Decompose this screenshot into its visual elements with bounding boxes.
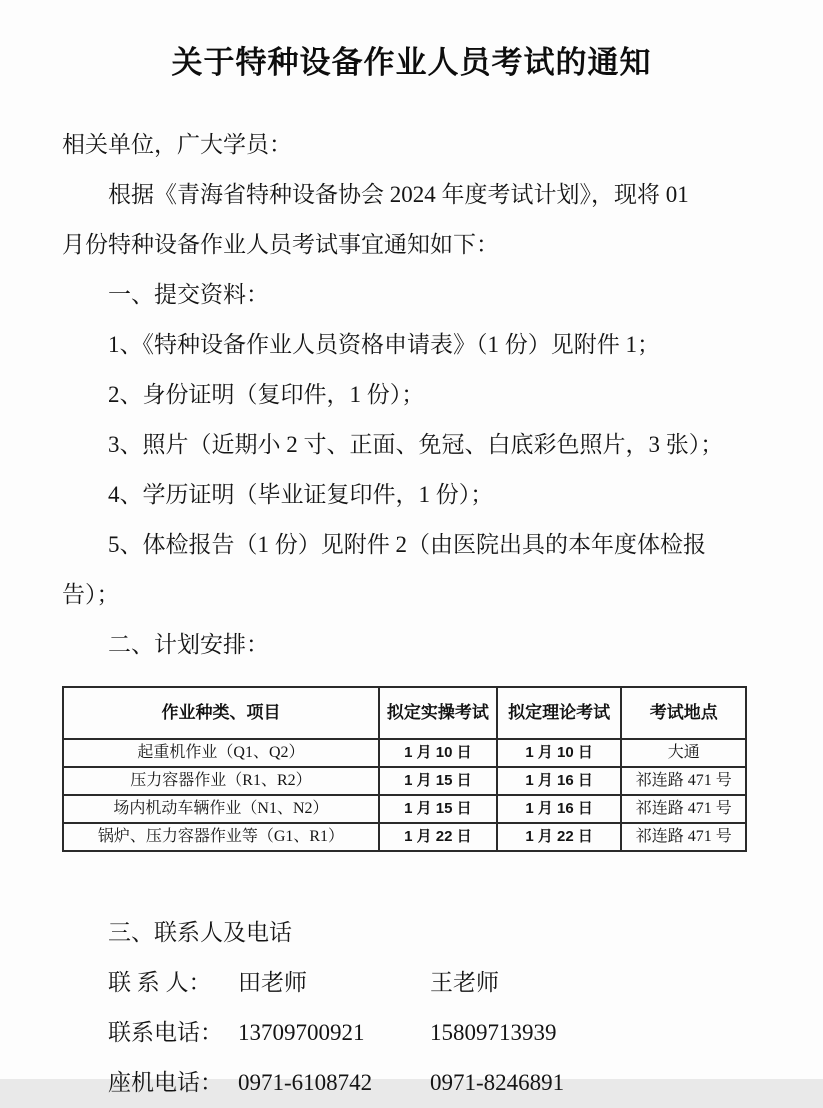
mobile-phone-label: 联系电话： [108,1020,223,1045]
list-item: 1、《特种设备作业人员资格申请表》（1 份）见附件 1； [108,332,660,357]
cell-job-type: 场内机动车辆作业（N1、N2） [63,795,379,823]
contact-person-1: 田老师 [238,970,307,995]
table-header-row [63,687,746,739]
cell-location: 祁连路 471 号 [621,795,746,823]
cell-practical-date: 1 月 15 日 [379,767,497,795]
landline-phone-1: 0971-6108742 [238,1070,373,1095]
cell-theory-date: 1 月 22 日 [497,823,622,851]
section2-heading: 二、计划安排： [108,632,269,657]
cell-location: 祁连路 471 号 [621,823,746,851]
section1-heading: 一、提交资料： [108,282,269,307]
column-header-exam-location: 考试地点 [621,687,746,739]
schedule-table [62,686,747,852]
schedule-table-body [63,739,746,851]
list-item: 2、身份证明（复印件，1 份）； [108,382,425,407]
landline-phone-label: 座机电话： [108,1070,223,1095]
table-row [63,823,746,851]
column-header-theory-exam: 拟定理论考试 [497,687,622,739]
list-item-continuation: 告）； [62,582,120,607]
list-item: 4、学历证明（毕业证复印件，1 份）； [108,482,494,507]
mobile-phone-1: 13709700921 [238,1020,365,1045]
contact-person-label: 联 系 人： [108,970,212,995]
cell-theory-date: 1 月 16 日 [497,767,622,795]
cell-practical-date: 1 月 15 日 [379,795,497,823]
cell-location: 大通 [621,739,746,767]
cell-job-type: 锅炉、压力容器作业等（G1、R1） [63,823,379,851]
cell-job-type: 压力容器作业（R1、R2） [63,767,379,795]
contacts-heading: 三、联系人及电话 [108,920,292,945]
cell-location: 祁连路 471 号 [621,767,746,795]
column-header-job-type: 作业种类、项目 [63,687,379,739]
mobile-phone-row [62,1008,779,1058]
document-body [0,120,823,1108]
landline-phone-row [62,1058,779,1108]
landline-phone-2: 0971-8246891 [430,1070,565,1095]
list-item: 3、照片（近期小 2 寸、正面、免冠、白底彩色照片，3 张）； [108,432,724,457]
table-row [63,739,746,767]
cell-theory-date: 1 月 10 日 [497,739,622,767]
contact-person-2: 王老师 [430,970,499,995]
cell-practical-date: 1 月 10 日 [379,739,497,767]
cell-theory-date: 1 月 16 日 [497,795,622,823]
mobile-phone-2: 15809713939 [430,1020,557,1045]
salutation: 相关单位，广大学员： [62,132,292,157]
cell-practical-date: 1 月 22 日 [379,823,497,851]
intro-line: 月份特种设备作业人员考试事宜通知如下： [62,232,499,257]
intro-line: 根据《青海省特种设备协会 2024 年度考试计划》，现将 01 [108,182,689,207]
table-row [63,767,746,795]
cell-job-type: 起重机作业（Q1、Q2） [63,739,379,767]
table-row [63,795,746,823]
schedule-table-header [63,687,746,739]
contact-person-row [62,958,779,1008]
page-title: 关于特种设备作业人员考试的通知 [171,45,652,80]
list-item: 5、体检报告（1 份）见附件 2（由医院出具的本年度体检报 [108,532,706,557]
column-header-practical-exam: 拟定实操考试 [379,687,497,739]
